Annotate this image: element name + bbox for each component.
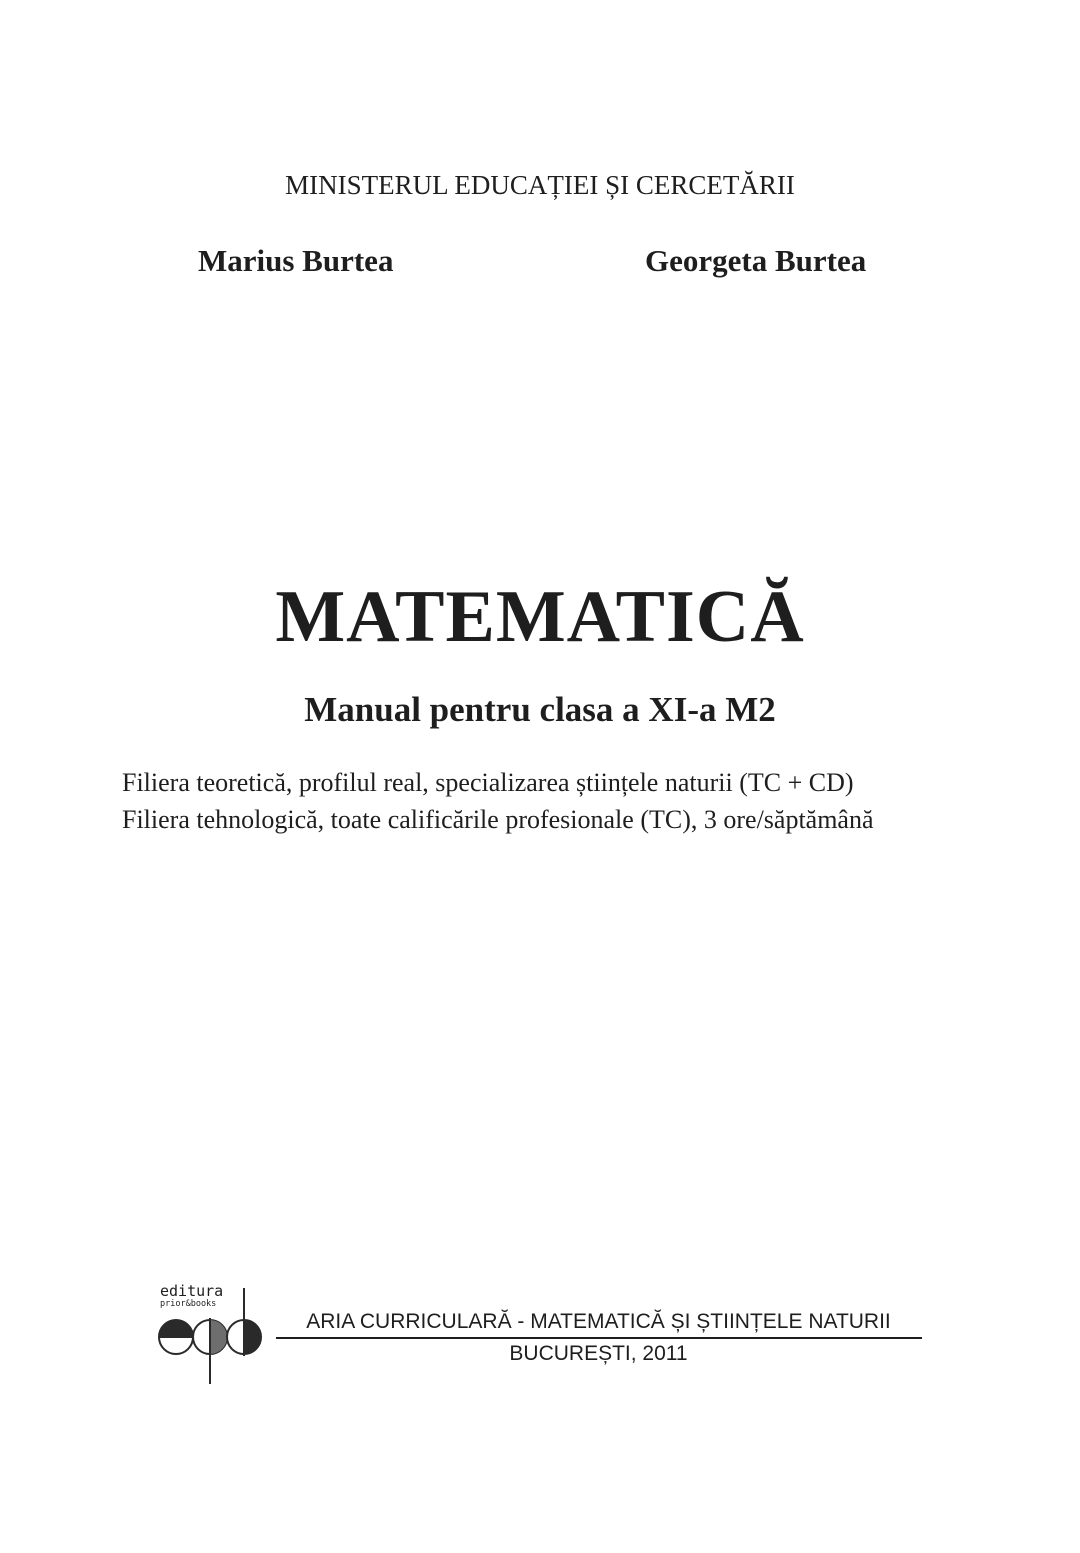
curriculum-line: Filiera tehnologică, toate calificările profesionale (TC), 3 ore/săptămână (122, 805, 874, 834)
publisher-logo-sub: prior&books (160, 1299, 217, 1309)
ministry-heading: MINISTERUL EDUCAȚIEI ȘI CERCETĂRII (285, 170, 795, 200)
footer-divider (276, 1337, 922, 1339)
book-subtitle: Manual pentru clasa a XI-a M2 (304, 690, 776, 729)
curriculum-line: Filiera teoretică, profilul real, specializarea științele naturii (TC + CD) (122, 768, 854, 797)
book-title: MATEMATICĂ (275, 576, 805, 658)
author-name: Marius Burtea (198, 243, 394, 278)
city-year: BUCUREȘTI, 2011 (509, 1342, 688, 1365)
publisher-logo-icon (155, 1284, 270, 1389)
curricular-area: ARIA CURRICULARĂ - MATEMATICĂ ȘI ȘTIINȚELE NATURII (306, 1310, 891, 1333)
author-name: Georgeta Burtea (645, 243, 867, 278)
publisher-logo-word: editura (160, 1282, 224, 1300)
